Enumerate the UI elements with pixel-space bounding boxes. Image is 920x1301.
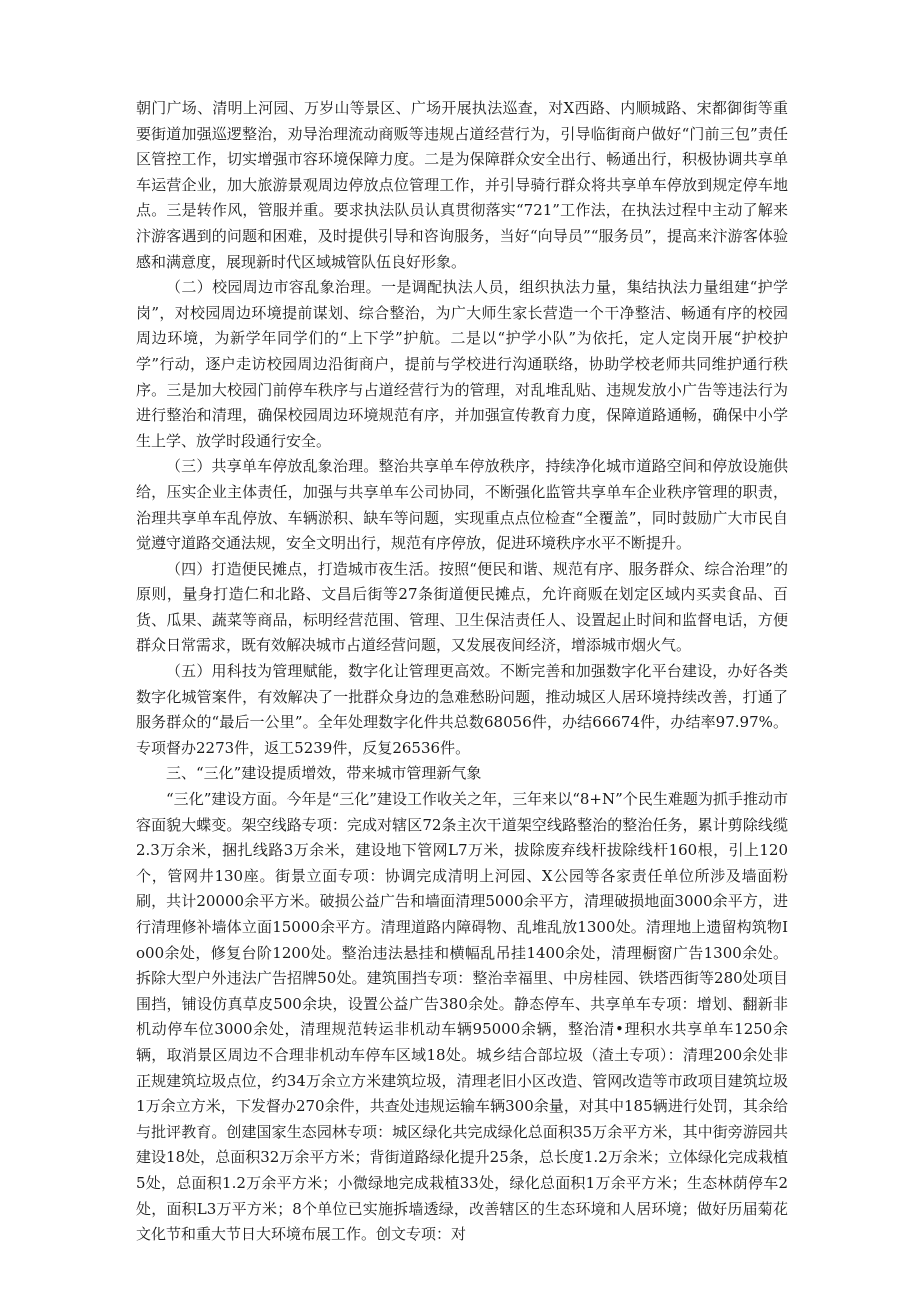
paragraph-scenic-area-enforcement: 朝门广场、清明上河园、万岁山等景区、广场开展执法巡查，对X西路、内顺城路、宋都御街等重要街道加强巡逻整治，劝导治理流动商贩等违规占道经营行为，引导临街商户做好“门前三包”责任区管控工作，切实增强市容环境保障力度。二是为保障群众安全出行、畅通出行，积极协调共享单车运营企业，加大旅游景观周边停放点位管理工作，并引导骑行群众将共享单车停放到规定停车地点。三是转作风，管服并重。要求执法队员认真贯彻落实“721”工作法，在执法过程中主动了解来汴游客遇到的问题和困难，及时提供引导和咨询服务，当好“向导员”“服务员”，提高来汴游客体验感和满意度，展现新时代区域城管队伍良好形象。: [136, 99, 788, 271]
section-heading-three: 三、“三化”建设提质增效，带来城市管理新气象: [166, 764, 482, 783]
paragraph-campus-surroundings: （二）校园周边市容乱象治理。一是调配执法人员，组织执法力量，集结执法力量组建“护学岗”，对校园周边环境提前谋划、综合整治，为广大师生家长营造一个干净整洁、畅通有序的校园周边环境，为新学年同学们的“上下学”护航。二是以“护学小队”为依托，定人定岗开展“护校护学”行动，逐户走访校园周边沿街商户，提前与学校进行沟通联络，协助学校老师共同维护通行秩序。三是加大校园门前停车秩序与占道经营行为的管理，对乱堆乱贴、违规发放小广告等违法行为进行整治和清理，确保校园周边环境规范有序，并加强宣传教育力度，保障道路通畅，确保中小学生上学、放学时段通行安全。: [136, 278, 788, 450]
document-page: [136, 96, 788, 1248]
paragraph-digital-management: （五）用科技为管理赋能，数字化让管理更高效。不断完善和加强数字化平台建设，办好各类数字化城管案件，有效解决了一批群众身边的急难愁盼问题，推动城区人居环境持续改善，打通了服务群众的“最后一公里”。全年处理数字化件共总数68056件，办结66674件，办结率97.97%。专项督办2273件，返工5239件，反复26536件。: [136, 662, 788, 757]
paragraph-convenience-stalls: （四）打造便民摊点，打造城市夜生活。按照“便民和谐、规范有序、服务群众、综合治理”的原则，量身打造仁和北路、文昌后街等27条街道便民摊点，允许商贩在划定区域内买卖食品、百货、瓜果、蔬菜等商品，标明经营范围、管理、卫生保洁责任人、设置起止时间和监督电话，方便群众日常需求，既有效解决城市占道经营问题，又发展夜间经济，增添城市烟火气。: [136, 559, 788, 655]
paragraph-three-modernizations: “三化”建设方面。今年是“三化”建设工作收关之年，三年来以“8+N”个民生难题为抓手推动市容面貌大蝶变。架空线路专项：完成对辖区72条主次干道架空线路整治的整治任务，累计剪除线缆2.3万余米，捆扎线路3万余米，建设地下管网L7万米，拔除废弃线杆拔除线杆160根，引上120个，管网井130座。街景立面专项：协调完成清明上河园、X公园等各家责任单位所涉及墙面粉刷，共计20000余平方米。破损公益广告和墙面清理5000余平方，清理破损地面3000余平方，进行清理修补墙体立面15000余平方。清理道路内障碍物、乱堆乱放1300处。清理地上遗留构筑物Io00余处，修复台阶1200处。整治违法悬挂和横幅乱吊挂1400余处，清理橱窗广告1300余处。拆除大型户外违法广告招牌50处。建筑围挡专项：整治幸福里、中房桂园、铁塔西街等280处项目围挡，铺设仿真草皮500余块，设置公益广告380余处。静态停车、共享单车专项：增划、翻新非机动停车位3000余处，清理规范转运非机动车辆95000余辆，整治清•理积水共享单车1250余辆，取消景区周边不合理非机动车停车区域18处。城乡结合部垃圾（渣土专项）：清理200余处非正规建筑垃圾点位，约34万余立方米建筑垃圾，清理老旧小区改造、管网改造等市政项目建筑垃圾1万余立方米，下发督办270余件，共查处违规运输车辆300余量，对其中185辆进行处罚，其余给与批评教育。创建国家生态园林专项：城区绿化共完成绿化总面积35万余平方米，其中街旁游园共建设18处，总面积32万余平方米；背街道路绿化提升25条，总长度1.2万余米；立体绿化完成栽植5处，总面积1.2万余平方米；小微绿地完成栽植33处，绿化总面积1万余平方米；生态林荫停车2处，面积L3万平方米；8个单位已实施拆墙透绿，改善辖区的生态环境和人居环境；做好历届菊花文化节和重大节日大环境布展工作。创文专项：对: [136, 790, 788, 1244]
paragraph-shared-bikes: （三）共享单车停放乱象治理。整治共享单车停放秩序，持续净化城市道路空间和停放设施供给，压实企业主体责任，加强与共享单车公司协同，不断强化监管共享单车企业秩序管理的职责，治理共享单车乱停放、车辆淤积、缺车等问题，实现重点点位检查“全覆盖”，同时鼓励广大市民自觉遵守道路交通法规，安全文明出行，规范有序停放，促进环境秩序水平不断提升。: [136, 457, 788, 553]
